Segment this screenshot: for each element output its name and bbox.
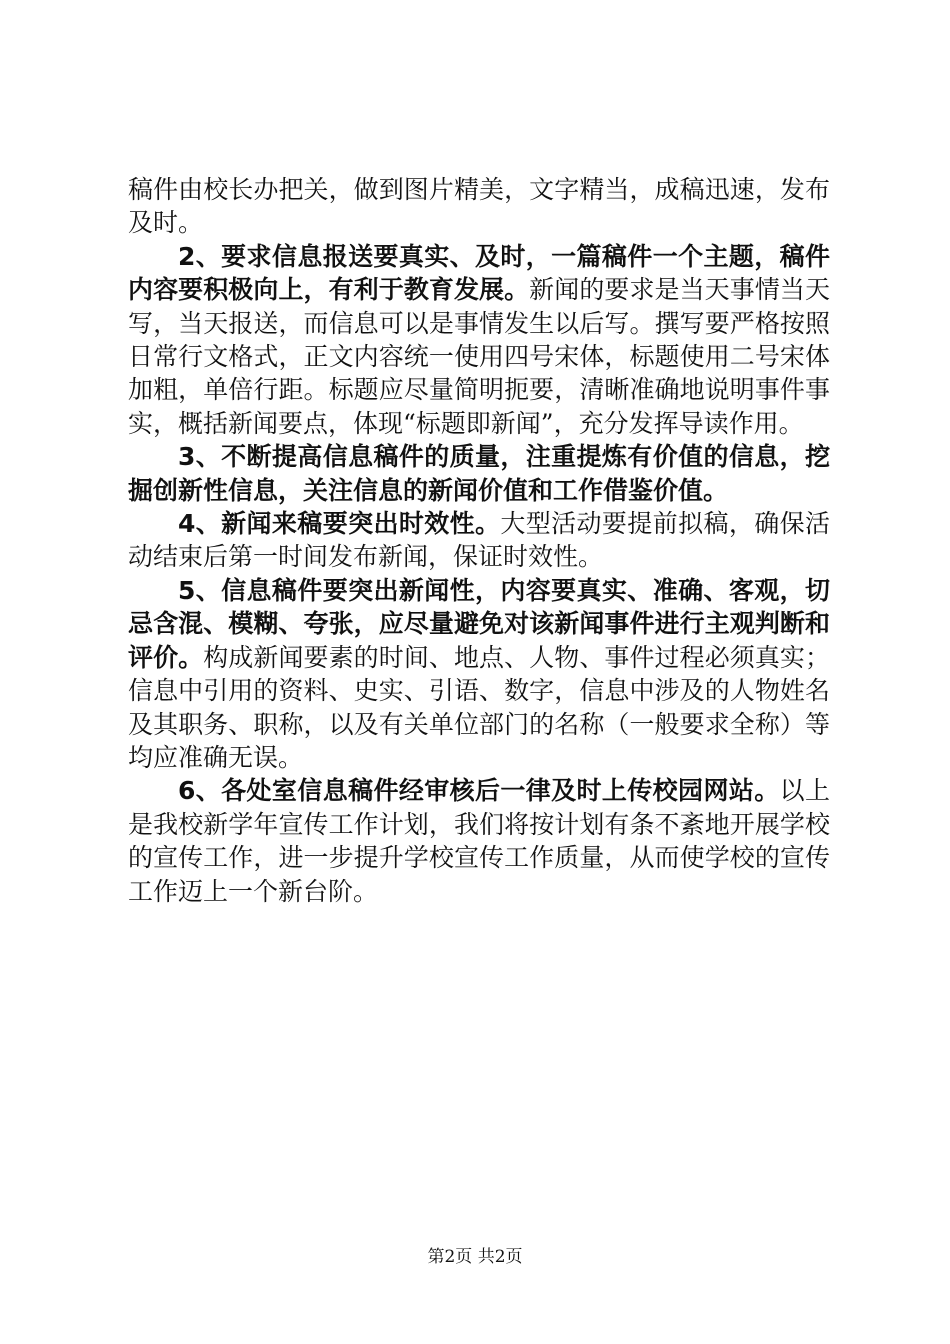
- paragraph-text: 新闻的要求是当天事情当天写，当天报送，而信息可以是事情发生以后写。撰写要严格按照日常行文格式，正文内容统一使用四号宋体，标题使用二号宋体加粗，单倍行距。标题应尽量简明扼要，清晰准确地说明事件事实，概括新闻要点，体现“标题即新闻”，充分发挥导读作用。: [128, 275, 830, 438]
- paragraph-item-3: [128, 440, 830, 507]
- document-body: [128, 173, 830, 908]
- paragraph-text: 稿件由校长办把关，做到图片精美，文字精当，成稿迅速，发布及时。: [128, 175, 830, 238]
- paragraph-item-2: [128, 240, 830, 440]
- paragraph-lead-bold: 5、信息稿件要突出新闻性，内容要真实、准确、客观，切忌含混、模糊、夸张，应尽量避免对该新闻事件进行主观判断和评价。: [128, 575, 830, 672]
- paragraph-item-5: [128, 574, 830, 774]
- page-number-label: 第2页 共2页: [427, 1247, 523, 1267]
- paragraph-item-6: [128, 774, 830, 908]
- paragraph-text: 以上是我校新学年宣传工作计划，我们将按计划有条不紊地开展学校的宣传工作，进一步提升学校宣传工作质量，从而使学校的宣传工作迈上一个新台阶。: [128, 776, 830, 906]
- paragraph-lead-bold: 2、要求信息报送要真实、及时，一篇稿件一个主题，稿件内容要积极向上，有利于教育发展。: [128, 241, 830, 305]
- paragraph-text: 大型活动要提前拟稿，确保活动结束后第一时间发布新闻，保证时效性。: [128, 509, 830, 572]
- paragraph-text: 构成新闻要素的时间、地点、人物、事件过程必须真实；信息中引用的资料、史实、引语、数字，信息中涉及的人物姓名及其职务、职称，以及有关单位部门的名称（一般要求全称）等均应准确无误。: [128, 642, 830, 772]
- paragraph-lead-bold: 4、新闻来稿要突出时效性。: [178, 509, 501, 539]
- paragraph-lead-bold: 3、不断提高信息稿件的质量，注重提炼有价值的信息，挖掘创新性信息，关注信息的新闻价值和工作借鉴价值。: [128, 442, 830, 505]
- paragraph-lead-bold: 6、各处室信息稿件经审核后一律及时上传校园网站。: [178, 776, 780, 806]
- page-footer: [0, 1242, 950, 1267]
- paragraph-continuation: [128, 173, 830, 240]
- paragraph-item-4: [128, 507, 830, 574]
